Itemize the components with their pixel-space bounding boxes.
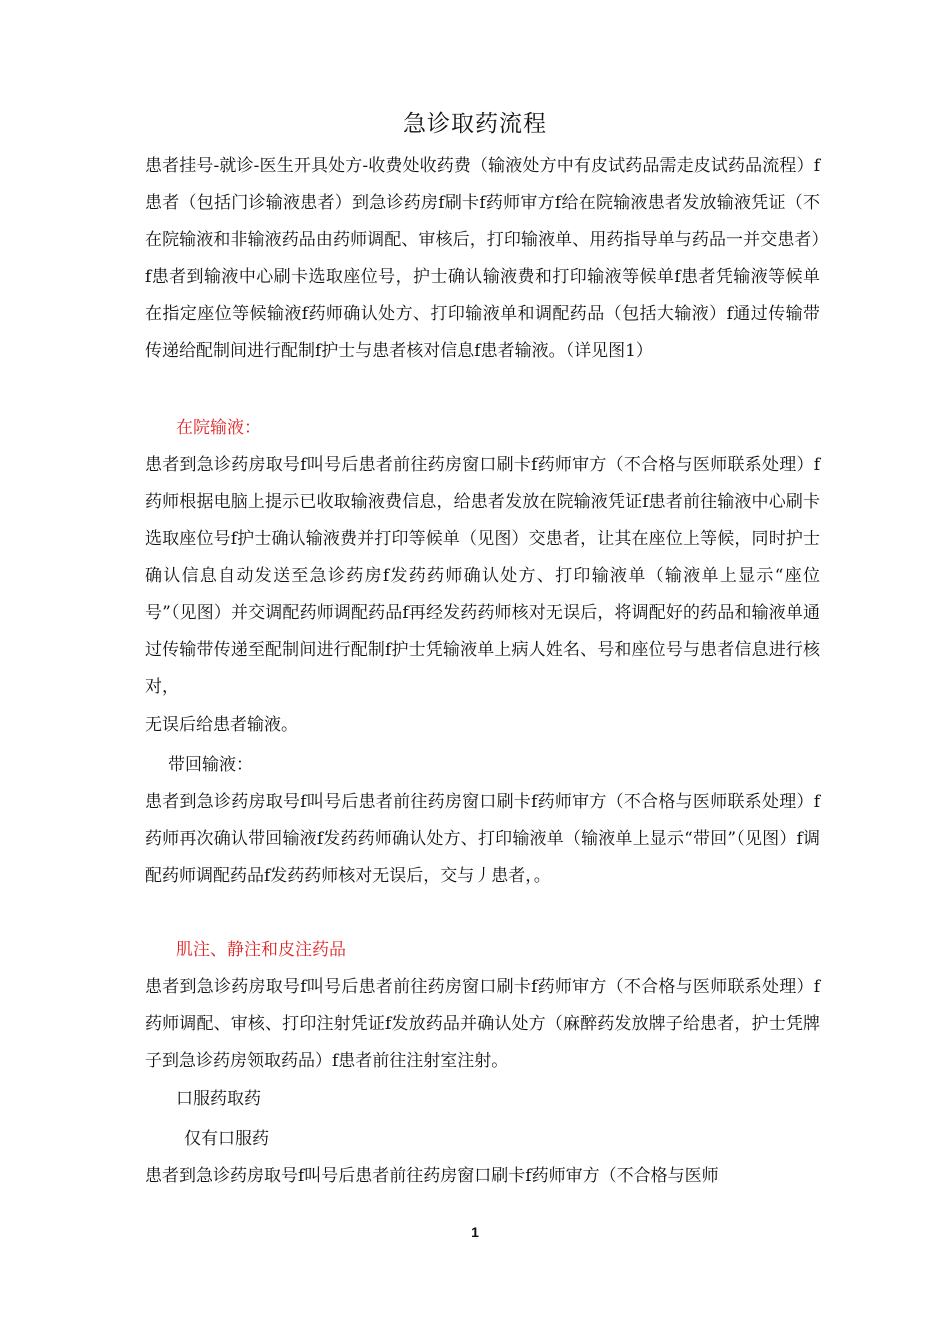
oral-drugs-paragraph: 患者到急诊药房取号f叫号后患者前往药房窗口刷卡f药师审方（不合格与医师 <box>145 1166 719 1186</box>
section-heading-injection-drugs: 肌注、静注和皮注药品 <box>176 940 346 960</box>
document-title: 急诊取药流程 <box>403 111 547 137</box>
page-number: 1 <box>471 1224 479 1240</box>
section-heading-takeaway-infusion: 带回输液： <box>168 755 253 775</box>
inpatient-infusion-paragraph: 患者到急诊药房取号f叫号后患者前往药房窗口刷卡f药师审方（不合格与医师联系处理）f药师根据电脑上提示已收取输液费信息，给患者发放在院输液凭证f患者前往输液中心刷卡选取座位号f护士确认输液费并打印等候单（见图）交患者，让其在座位上等候，同时护士确认信息自动发送至急诊药房f发药药师确认处方、打印输液单（输液单上显示“座位号”（见图）并交调配药师调配药品f再经发药药师核对无误后，将调配好的药品和输液单通过传输带传递至配制间进行配制f护士凭输液单上病人姓名、号和座位号与患者信息进行核对， <box>145 455 820 697</box>
subheading-oral-only: 仅有口服药 <box>184 1129 269 1149</box>
injection-drugs-paragraph: 患者到急诊药房取号f叫号后患者前往药房窗口刷卡f药师审方（不合格与医师联系处理）f药师调配、审核、打印注射凭证f发放药品并确认处方（麻醉药发放牌子给患者，护士凭牌子到急诊药房领取药品）f患者前往注射室注射。 <box>145 977 820 1071</box>
intro-paragraph: 患者挂号-就诊-医生开具处方-收费处收药费（输液处方中有皮试药品需走皮试药品流程）f患者（包括门诊输液患者）到急诊药房f刷卡f药师审方f给在院输液患者发放输液凭证（不在院输液和非输液药品由药师调配、审核后，打印输液单、用药指导单与药品一并交患者）f患者到输液中心刷卡选取座位号，护士确认输液费和打印输液等候单f患者凭输液等候单在指定座位等候输液f药师确认处方、打印输液单和调配药品（包括大输液）f通过传输带传递给配制间进行配制f护士与患者核对信息f患者输液。（详见图1） <box>145 156 820 361</box>
inpatient-infusion-last-line: 无误后给患者输液。 <box>145 715 298 735</box>
section-heading-oral-drugs: 口服药取药 <box>176 1089 261 1109</box>
section-heading-inpatient-infusion: 在院输液： <box>176 418 261 438</box>
takeaway-infusion-paragraph: 患者到急诊药房取号f叫号后患者前往药房窗口刷卡f药师审方（不合格与医师联系处理）f药师再次确认带回输液f发药药师确认处方、打印输液单（输液单上显示“带回”（见图）f调配药师调配药品f发药药师核对无误后，交与丿患者，。 <box>145 792 820 886</box>
